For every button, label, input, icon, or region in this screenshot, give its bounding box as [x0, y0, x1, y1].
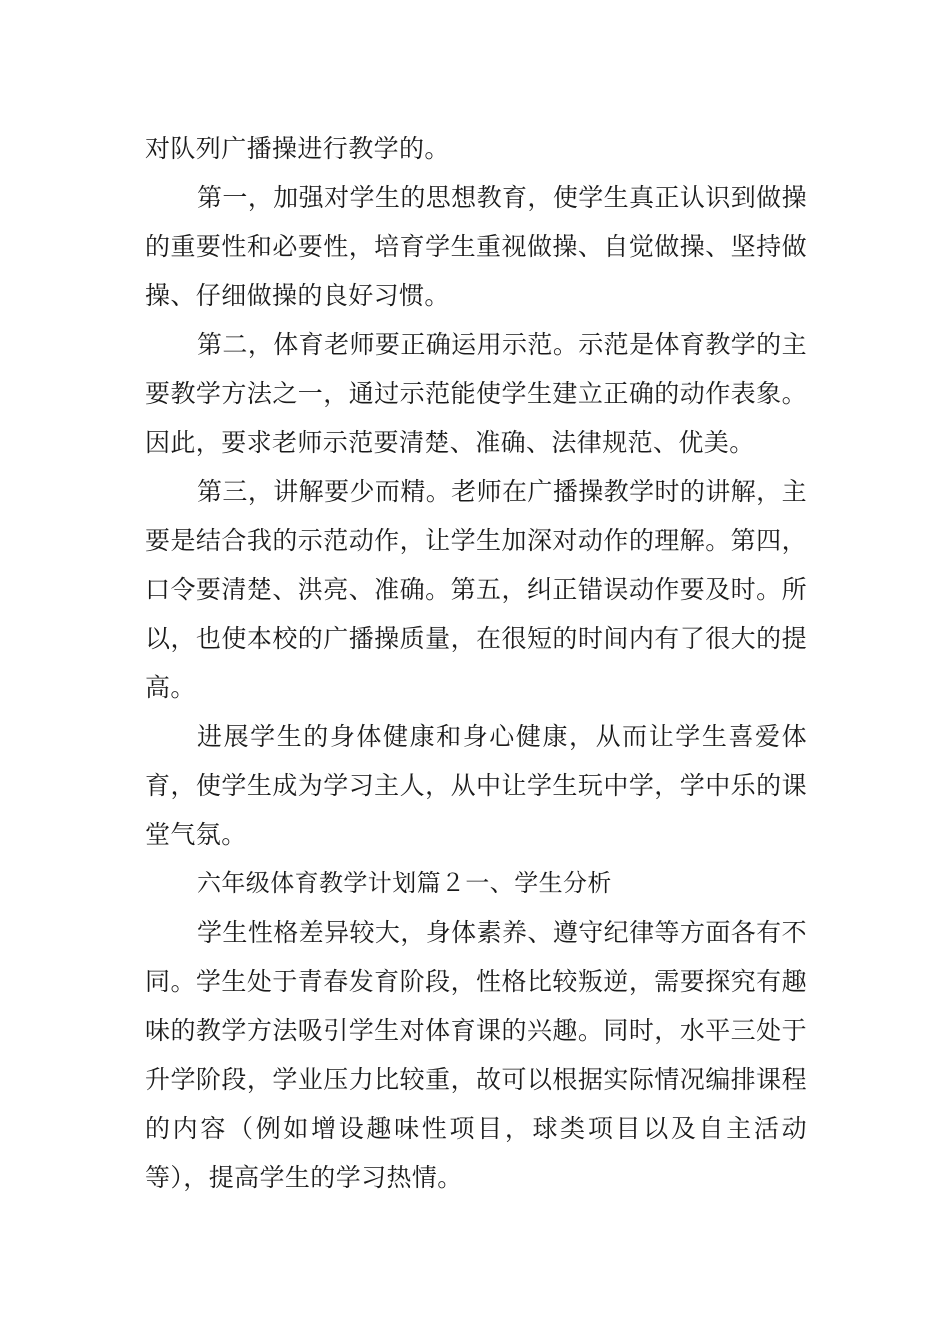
paragraph-student-analysis: 学生性格差异较大，身体素养、遵守纪律等方面各有不同。学生处于青春发育阶段，性格比较叛逆，需要探究有趣味的教学方法吸引学生对体育课的兴趣。同时，水平三处于升学阶段，学业压力比较重，故可以根据实际情况编排课程的内容（例如增设趣味性项目，球类项目以及自主活动等），提高学生的学习热情。	[145, 918, 807, 1192]
paragraph-second-point: 第二，体育老师要正确运用示范。示范是体育教学的主要教学方法之一，通过示范能使学生建立正确的动作表象。因此，要求老师示范要清楚、准确、法律规范、优美。	[145, 330, 807, 457]
paragraph-first-point: 第一，加强对学生的思想教育，使学生真正认识到做操的重要性和必要性，培育学生重视做操、自觉做操、坚持做操、仔细做操的良好习惯。	[145, 183, 807, 310]
document-body	[145, 124, 807, 1202]
paragraph-continuation: 对队列广播操进行教学的。	[145, 134, 450, 163]
paragraph-third-point: 第三，讲解要少而精。老师在广播操教学时的讲解，主要是结合我的示范动作，让学生加深对动作的理解。第四，口令要清楚、洪亮、准确。第五，纠正错误动作要及时。所以，也使本校的广播操质量，在很短的时间内有了很大的提高。	[145, 477, 807, 702]
section-heading: 六年级体育教学计划篇２一、学生分析	[197, 869, 612, 897]
paragraph-development: 进展学生的身体健康和身心健康，从而让学生喜爱体育，使学生成为学习主人，从中让学生玩中学，学中乐的课堂气氛。	[145, 722, 807, 849]
